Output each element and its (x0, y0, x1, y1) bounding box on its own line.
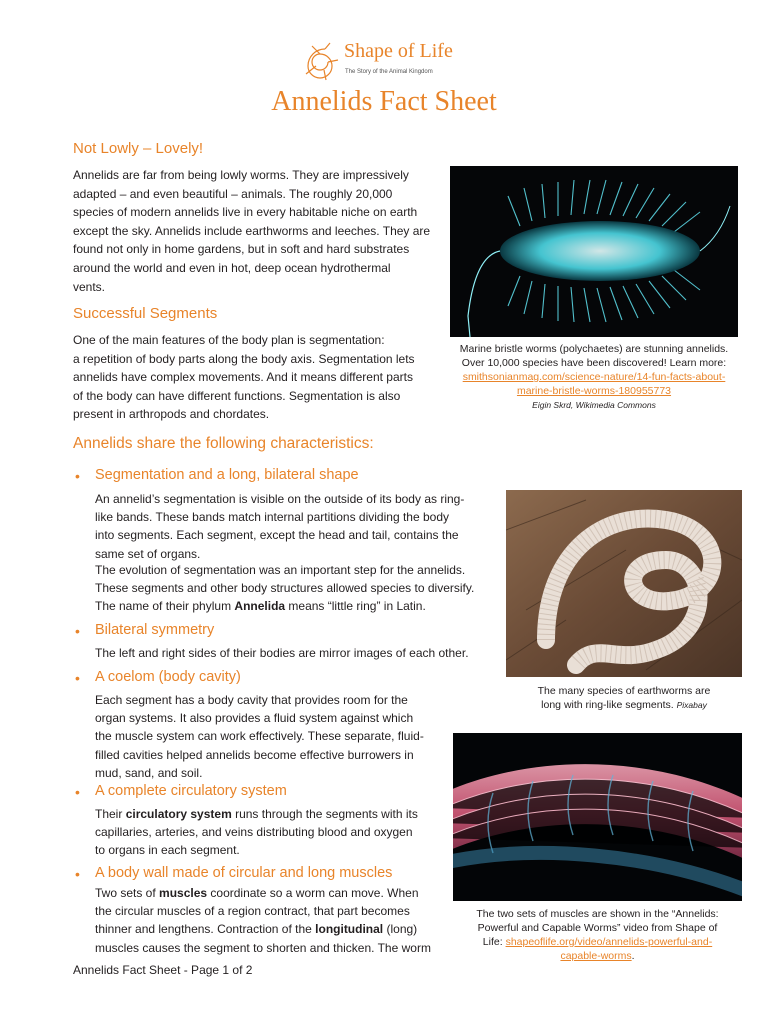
intro-heading: Not Lowly – Lovely! (73, 140, 204, 157)
text-line: found not only in home gardens, but in soft and hard substrates (73, 242, 410, 257)
bullet-title-segmentation: Segmentation and a long, bilateral shape (95, 467, 359, 483)
text-line: to organs in each segment. (95, 843, 240, 858)
symmetry-text: The left and right sides of their bodies are mirror images of each other. (95, 646, 469, 660)
caption-line: Powerful and Capable Worms” video from Shape of (477, 922, 718, 934)
segmentation-paragraph-1 (95, 490, 495, 563)
text-line: of the body can have different functions. Segmentation is also (73, 388, 401, 403)
text-span: means “little ring” in Latin. (285, 599, 426, 614)
bullet-icon: • (75, 670, 80, 686)
caption-text: long with ring-like segments. (541, 699, 674, 711)
photo-credit: Pixabay (676, 700, 707, 710)
caption-line: Marine bristle worms (polychaetes) are stunning annelids. (459, 343, 729, 355)
bullet-title-coelom: A coelom (body cavity) (95, 669, 241, 685)
text-line: around the world and even in hot, deep ocean hydrothermal (73, 260, 391, 275)
shapeoflife-video-link-continued[interactable]: capable-worms (560, 950, 632, 962)
text-span: thinner and lengthens. Contraction of the (95, 922, 316, 937)
shapeoflife-video-link[interactable]: shapeoflife.org/video/annelids-powerful-and- (505, 936, 713, 948)
bullet-icon: • (75, 623, 80, 639)
characteristics-heading: Annelids share the following characteristics: (73, 435, 374, 452)
text-line: Each segment has a body cavity that provides room for the (95, 693, 408, 707)
bullet-icon: • (75, 784, 80, 800)
text-span: Two sets of (95, 886, 160, 900)
bullet-icon: • (75, 866, 80, 882)
smithsonian-link[interactable]: smithsonianmag.com/science-nature/14-fun-facts-about- (462, 371, 726, 383)
text-line: One of the main features of the body plan is segmentation: (73, 333, 385, 347)
text-span: runs through the segments with its (231, 807, 418, 821)
muscles-caption (453, 907, 742, 963)
text-line (95, 805, 475, 823)
text-line (95, 884, 465, 902)
text-line: annelids have complex movements. And it means different parts (73, 370, 413, 385)
text-line: filled cavities helped annelids become effective burrowers in (95, 747, 414, 762)
smithsonian-link-continued[interactable]: marine-bristle-worms-180955773 (516, 385, 672, 397)
text-line: vents. (73, 279, 106, 294)
bold-term: circulatory system (125, 807, 232, 821)
text-line (95, 920, 465, 938)
text-line (95, 597, 495, 615)
text-line: the circular muscles of a region contract, that part becomes (95, 904, 410, 919)
bullet-icon: • (75, 468, 80, 484)
text-line: muscles causes the segment to shorten and thicken. The worm (95, 940, 431, 955)
text-line: species of modern annelids live in every habitable niche on earth (73, 205, 418, 220)
phylum-name: Annelida (234, 599, 286, 614)
coelom-paragraph (95, 691, 475, 782)
segments-paragraph (73, 331, 443, 424)
caption-line: The many species of earthworms are (537, 685, 711, 697)
photo-credit: Eigin Skrd, Wikimedia Commons (532, 400, 656, 410)
earthworm-caption (500, 684, 748, 712)
text-line: except the sky. Annelids include earthworms and leeches. They are (73, 223, 431, 238)
bristle-worm-photo (450, 166, 738, 337)
text-line: like bands. These bands match internal partitions dividing the body (95, 510, 449, 525)
text-line: mud, sand, and soil. (95, 765, 203, 780)
segmentation-paragraph-2 (95, 561, 495, 616)
caption-line: The two sets of muscles are shown in the “Annelids: (476, 908, 719, 920)
caption-line: Over 10,000 species have been discovered! Learn more: (461, 357, 727, 369)
caption-text: . (631, 950, 635, 962)
text-line: present in arthropods and chordates. (73, 407, 270, 422)
text-line: a repetition of body parts along the body axis. Segmentation lets (73, 351, 415, 366)
caption-line (453, 935, 742, 949)
earthworm-photo (506, 490, 742, 677)
page-footer: Annelids Fact Sheet - Page 1 of 2 (73, 963, 253, 977)
text-line: same set of organs. (95, 546, 201, 561)
caption-text: Life: (482, 936, 506, 948)
text-line: the muscle system can work effectively. These separate, fluid- (95, 729, 424, 744)
muscles-paragraph (95, 884, 465, 957)
circulatory-paragraph (95, 805, 475, 860)
brand-tagline: The Story of the Animal Kingdom (345, 69, 433, 75)
text-line: An annelid’s segmentation is visible on the outside of its body as ring- (95, 492, 465, 506)
text-line: Annelids are far from being lowly worms. They are impressively (73, 168, 409, 182)
caption-line (453, 949, 742, 963)
worm-muscles-illustration (453, 733, 742, 901)
caption-line (500, 698, 748, 712)
text-line: capillaries, arteries, and veins distributing blood and oxygen (95, 825, 413, 840)
bullet-title-circulatory: A complete circulatory system (95, 783, 287, 799)
bold-term: longitudinal (315, 922, 384, 937)
text-span: The name of their phylum (95, 599, 235, 614)
text-line: The evolution of segmentation was an important step for the annelids. (95, 563, 466, 577)
bullet-title-symmetry: Bilateral symmetry (95, 622, 215, 638)
text-span: coordinate so a worm can move. When (207, 886, 419, 900)
intro-paragraph (73, 166, 443, 296)
text-line: into segments. Each segment, except the head and tail, contains the (95, 528, 459, 543)
text-span: Their (95, 807, 126, 821)
bullet-title-muscles: A body wall made of circular and long muscles (95, 865, 393, 881)
segments-heading: Successful Segments (73, 305, 218, 322)
bold-term: muscles (159, 886, 208, 900)
text-line: These segments and other body structures allowed species to diversify. (95, 581, 475, 596)
text-line: adapted – and even beautiful – animals. The roughly 20,000 (73, 186, 393, 201)
page-title: Annelids Fact Sheet (271, 86, 497, 117)
text-span: (long) (383, 922, 418, 937)
text-line: organ systems. It also provides a fluid system against which (95, 711, 414, 726)
bristle-worm-caption (445, 342, 743, 412)
nautilus-logo-icon (298, 40, 342, 84)
brand-name: Shape of Life (344, 40, 453, 62)
